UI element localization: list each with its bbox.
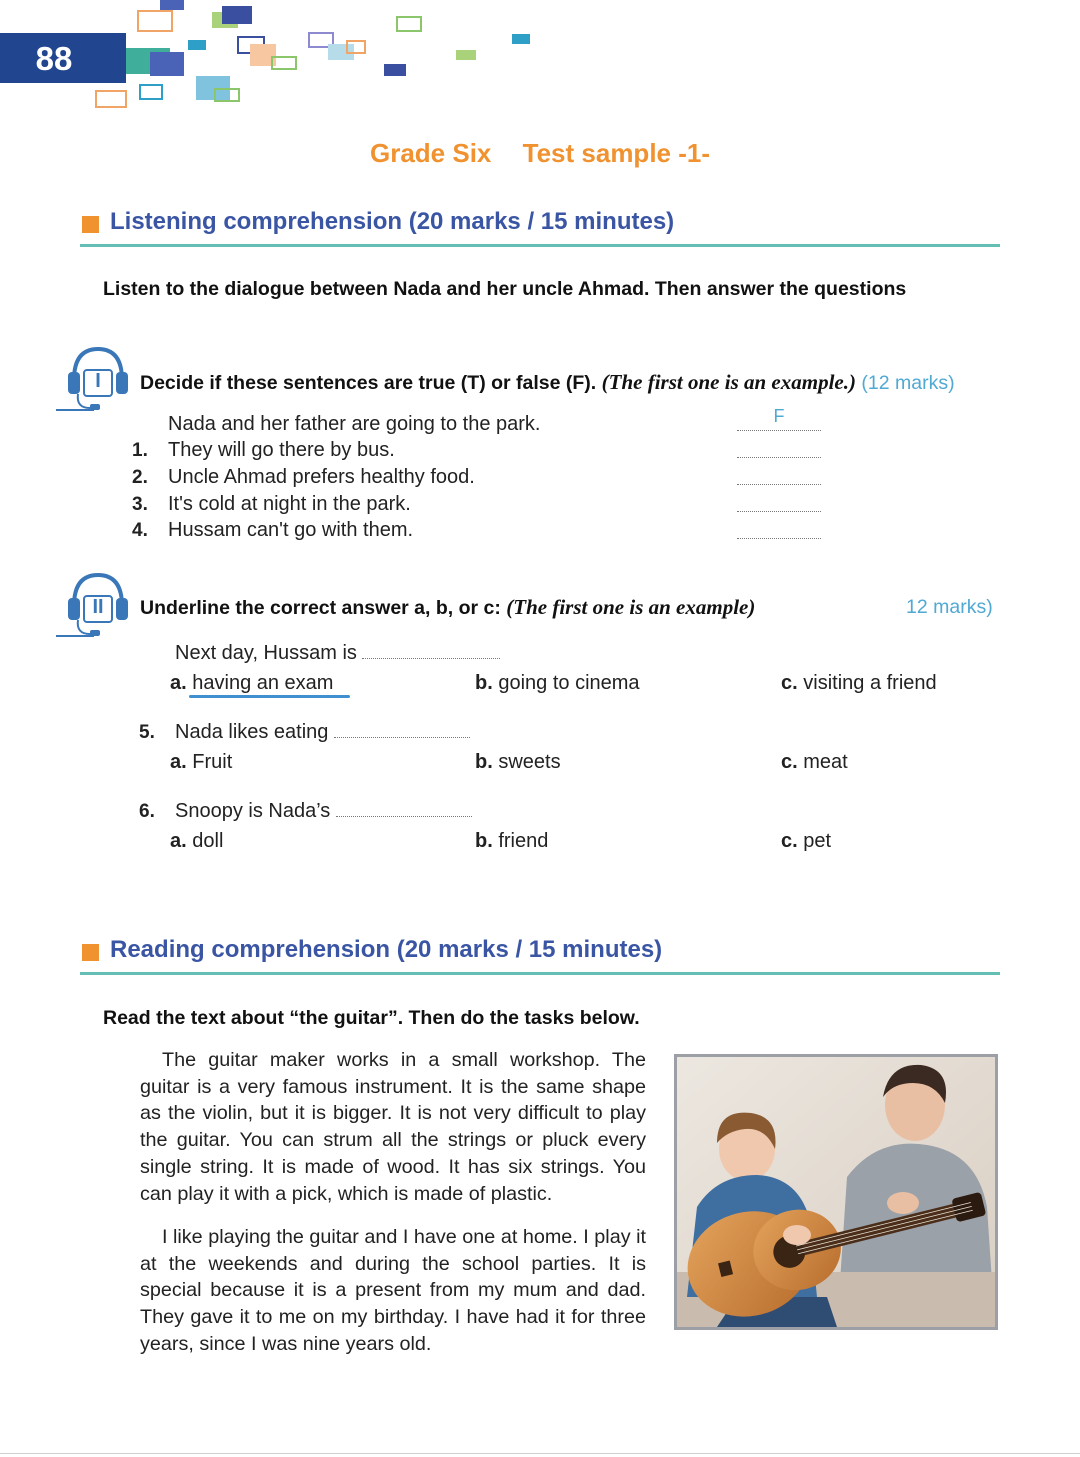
mcq-option[interactable]: b. sweets: [475, 751, 561, 773]
tf-item-number: 2.: [132, 467, 148, 488]
mcq-option: a. having an exam: [170, 672, 334, 694]
tf-answer-blank[interactable]: [737, 470, 821, 485]
tf-example-answer: F: [773, 406, 785, 426]
tf-item-text: Uncle Ahmad prefers healthy food.: [168, 466, 475, 488]
example-underline: [189, 695, 350, 698]
part-one-badge: I: [95, 370, 101, 392]
test-label: Test sample -1-: [522, 138, 710, 168]
guitar-lesson-photo: [674, 1054, 998, 1330]
listening-section-heading: Listening comprehension (20 marks / 15 minutes): [80, 208, 1000, 247]
footer-rule: [0, 1453, 1080, 1454]
mcq-option[interactable]: a. doll: [170, 830, 224, 852]
tf-item-text: They will go there by bus.: [168, 439, 395, 461]
mcq-option[interactable]: c. meat: [781, 751, 848, 773]
reading-section-heading: Reading comprehension (20 marks / 15 minutes): [80, 936, 1000, 975]
part-two-badge: II: [92, 596, 104, 618]
tf-item-text: It's cold at night in the park.: [168, 493, 411, 515]
reading-paragraph: I like playing the guitar and I have one at home. I play it at the weekends and during the school parties. It is special because it is a present from my mum and dad. They gave it to me on my birthday. I have had it for three years, since I was nine years old.: [140, 1226, 646, 1355]
mcq-number: 6.: [139, 801, 155, 822]
mcq-number: 5.: [139, 722, 155, 743]
page-title: [0, 138, 1080, 169]
mcq-example-stem: Next day, Hussam is: [175, 642, 500, 665]
tf-answer-blank[interactable]: [737, 497, 821, 512]
tf-item-number: 3.: [132, 494, 148, 515]
part-two-marks: 12 marks): [906, 596, 993, 618]
part-two-instruction: Underline the correct answer a, b, or c: (The first one is an example): [140, 595, 756, 619]
mcq-option[interactable]: a. Fruit: [170, 751, 233, 773]
guitar-lesson-illustration: [677, 1057, 995, 1327]
tf-item-number: 4.: [132, 520, 148, 541]
mcq-option[interactable]: b. friend: [475, 830, 549, 852]
part-one-instruction: Decide if these sentences are true (T) or false (F). (The first one is an example.) (12 marks): [140, 370, 955, 394]
listening-instruction: Listen to the dialogue between Nada and her uncle Ahmad. Then answer the questions: [103, 278, 907, 300]
section-bullet-icon: [82, 216, 99, 233]
mcq-stem: Snoopy is Nada’s: [175, 800, 472, 823]
mcq-option: c. visiting a friend: [781, 672, 937, 694]
tf-example-text: Nada and her father are going to the park.: [168, 413, 541, 435]
reading-instruction: Read the text about “the guitar”. Then do the tasks below.: [103, 1007, 640, 1029]
mcq-option: b. going to cinema: [475, 672, 640, 694]
mcq-stem: Nada likes eating: [175, 721, 470, 744]
tf-answer-blank[interactable]: [737, 443, 821, 458]
tf-item-text: Hussam can't go with them.: [168, 519, 414, 541]
grade-label: Grade Six: [370, 138, 492, 168]
section-bullet-icon: [82, 944, 99, 961]
reading-paragraph: The guitar maker works in a small workshop. The guitar is a very famous instrument. It is the same shape as the violin, but it is bigger. It is not very difficult to play the guitar. You can strum all the strings or pluck every single string. It is made of wood. It has six strings. You can play it with a pick, which is made of plastic.: [140, 1049, 646, 1205]
mcq-option[interactable]: c. pet: [781, 830, 832, 852]
page-number: 88: [35, 40, 73, 77]
tf-item-number: 1.: [132, 440, 148, 461]
tf-answer-blank[interactable]: [737, 524, 821, 539]
